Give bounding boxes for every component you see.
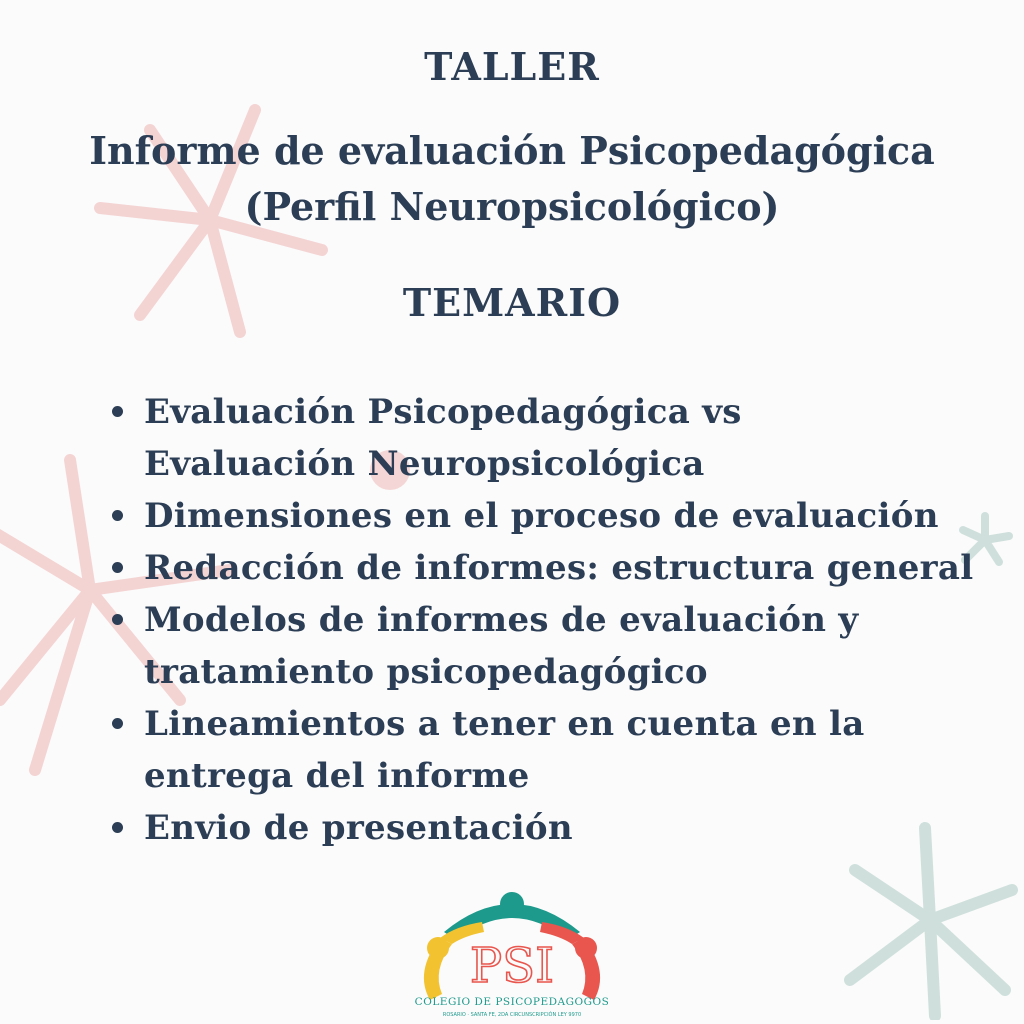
syllabus-topic-list bbox=[110, 386, 990, 854]
svg-text:ROSARIO · SANTA FE, 2DA CIRCUN: ROSARIO · SANTA FE, 2DA CIRCUNSCRIPCIÓN LEY 9970 bbox=[442, 1012, 582, 1018]
topic-line: Modelos de informes de evaluación y bbox=[144, 600, 859, 640]
topic-item bbox=[110, 386, 990, 490]
bullet-icon bbox=[112, 510, 123, 521]
bullet-icon bbox=[112, 614, 123, 625]
topic-line: entrega del informe bbox=[144, 756, 530, 796]
bullet-icon bbox=[112, 718, 123, 729]
topic-item bbox=[110, 490, 990, 542]
bullet-icon bbox=[112, 822, 123, 833]
topic-item bbox=[110, 542, 990, 594]
topic-line: Redacción de informes: estructura general bbox=[144, 548, 974, 588]
topic-line: Dimensiones en el proceso de evaluación bbox=[144, 496, 939, 536]
bullet-icon bbox=[112, 406, 123, 417]
workshop-title-line1: Informe de evaluación Psicopedagógica bbox=[89, 128, 935, 173]
topic-item bbox=[110, 698, 990, 802]
topic-line: Evaluación Psicopedagógica vs bbox=[144, 392, 742, 432]
topic-line: tratamiento psicopedagógico bbox=[144, 652, 708, 692]
topic-line: Lineamientos a tener en cuenta en la bbox=[144, 704, 865, 744]
svg-text:PSI: PSI bbox=[469, 938, 555, 994]
svg-text:COLEGIO DE PSICOPEDAGOGOS: COLEGIO DE PSICOPEDAGOGOS bbox=[414, 996, 610, 1008]
workshop-title-line2: (Perfil Neuropsicológico) bbox=[244, 184, 780, 229]
topic-line: Evaluación Neuropsicológica bbox=[144, 444, 705, 484]
topic-item bbox=[110, 594, 990, 698]
topic-item bbox=[110, 802, 990, 854]
topic-line: Envio de presentación bbox=[144, 808, 573, 848]
colegio-psicopedagogos-logo bbox=[412, 882, 612, 1020]
workshop-label: TALLER bbox=[424, 44, 600, 89]
syllabus-heading: TEMARIO bbox=[402, 280, 622, 325]
bullet-icon bbox=[112, 562, 123, 573]
